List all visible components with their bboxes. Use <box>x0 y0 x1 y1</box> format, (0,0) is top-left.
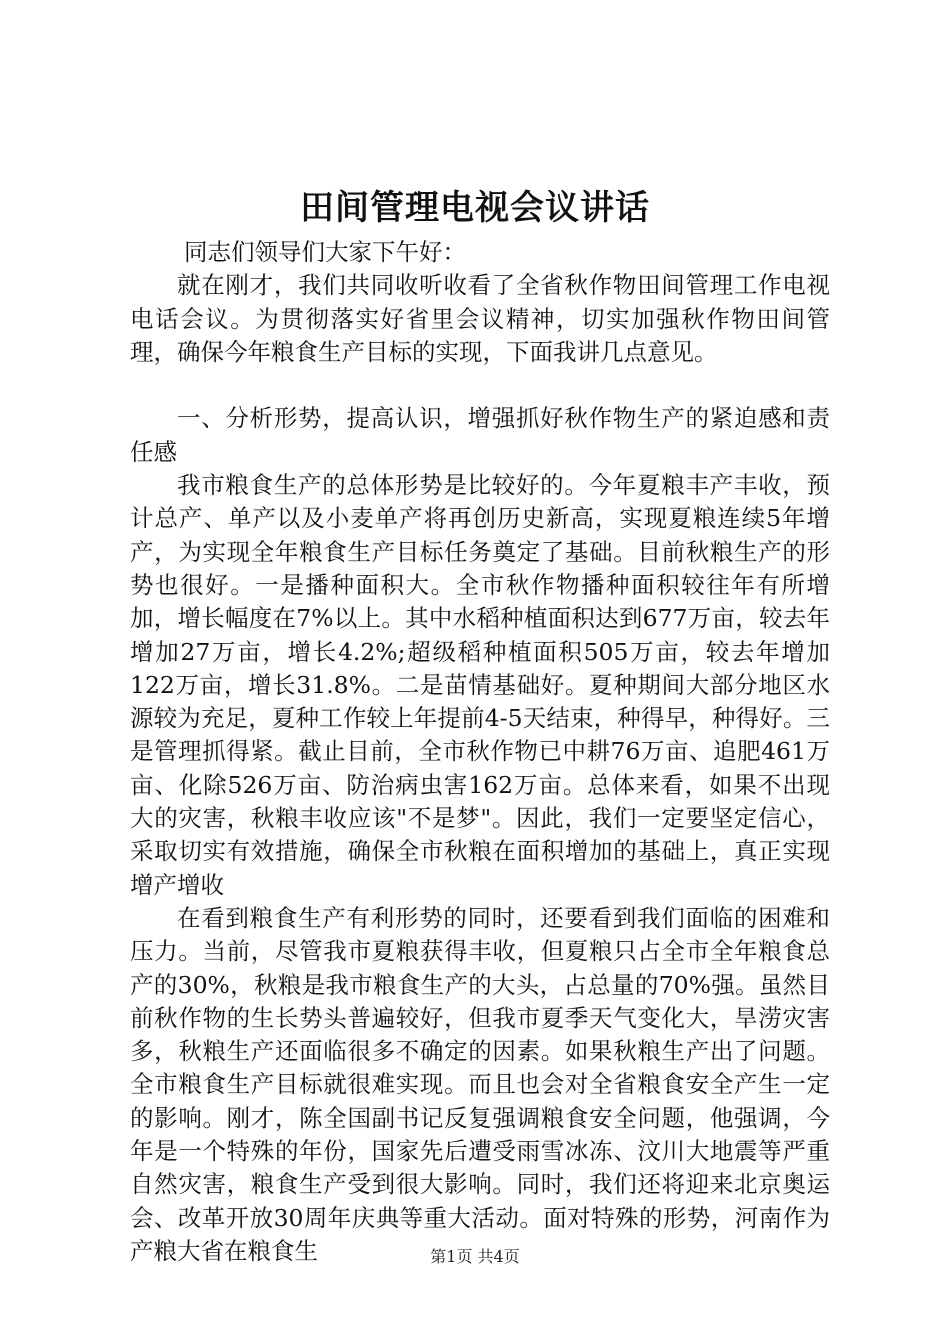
challenges-paragraph: 在看到粮食生产有利形势的同时，还要看到我们面临的困难和压力。当前，尽管我市夏粮获得丰收，但夏粮只占全市全年粮食总产的30%，秋粮是我市粮食生产的大头，占总量的70%强。虽然目前秋作物的生长势头普遍较好，但我市夏季天气变化大，旱涝灾害多，秋粮生产还面临很多不确定的因素。如果秋粮生产出了问题。全市粮食生产目标就很难实现。而且也会对全省粮食安全产生一定的影响。刚才，陈全国副书记反复强调粮食安全问题，他强调，今年是一个特殊的年份，国家先后遭受雨雪冰冻、汶川大地震等严重自然灾害，粮食生产受到很大影响。同时，我们还将迎来北京奥运会、改革开放30周年庆典等重大活动。面对特殊的形势，河南作为产粮大省在粮食生 <box>130 903 830 1265</box>
page-number-footer: 第1页 共4页 <box>430 1247 520 1266</box>
paragraph-spacer <box>130 369 830 402</box>
greeting-paragraph: 同志们领导们大家下午好： <box>184 238 467 266</box>
intro-paragraph: 就在刚才，我们共同收听收看了全省秋作物田间管理工作电视电话会议。为贯彻落实好省里会议精神，切实加强秋作物田间管理，确保今年粮食生产目标的实现，下面我讲几点意见。 <box>130 271 830 366</box>
document-title: 田间管理电视会议讲话 <box>300 188 650 228</box>
document-body <box>130 236 830 1268</box>
section-heading-1: 一、分析形势，提高认识，增强抓好秋作物生产的紧迫感和责任感 <box>130 404 830 466</box>
situation-paragraph: 我市粮食生产的总体形势是比较好的。今年夏粮丰产丰收，预计总产、单产以及小麦单产将再创历史新高，实现夏粮连续5年增产，为实现全年粮食生产目标任务奠定了基础。目前秋粮生产的形势也很好。一是播种面积大。全市秋作物播种面积较往年有所增加，增长幅度在7%以上。其中水稻种植面积达到677万亩，较去年增加27万亩，增长4.2%;超级稻种植面积505万亩，较去年增加122万亩，增长31.8%。二是苗情基础好。夏种期间大部分地区水源较为充足，夏种工作较上年提前4-5天结束，种得早，种得好。三是管理抓得紧。截止目前，全市秋作物已中耕76万亩、追肥461万亩、化除526万亩、防治病虫害162万亩。总体来看，如果不出现大的灾害，秋粮丰收应该"不是梦"。因此，我们一定要坚定信心，采取切实有效措施，确保全市秋粮在面积增加的基础上，真正实现增产增收 <box>130 471 830 899</box>
